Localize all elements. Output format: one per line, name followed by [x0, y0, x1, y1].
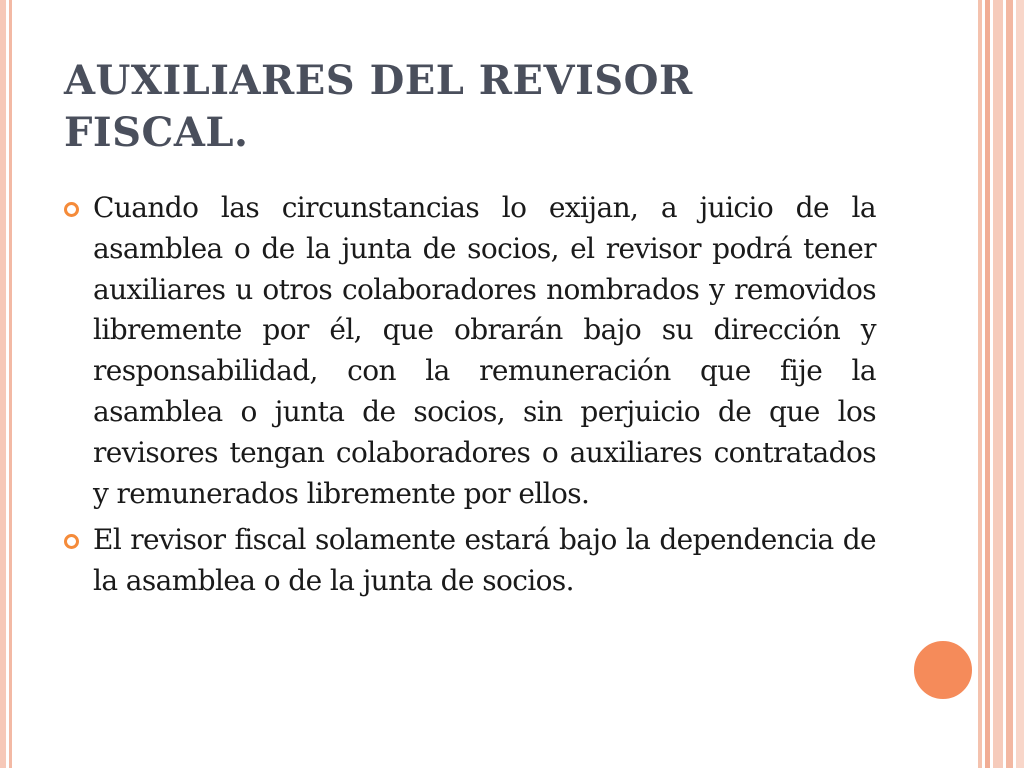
slide-title: AUXILIARES DEL REVISOR FISCAL.: [64, 57, 693, 156]
bullet-list: [62, 188, 876, 608]
bullet-item: [62, 188, 876, 514]
left-border-decoration: [0, 0, 6, 768]
decorative-circle: [912, 639, 974, 701]
circle-bullet-icon: [64, 202, 79, 217]
right-stripe-decoration: [1016, 0, 1024, 768]
right-stripe-decoration: [993, 0, 1003, 768]
circle-bullet-icon: [64, 534, 79, 549]
left-border-line: [9, 0, 12, 768]
bullet-text: El revisor fiscal solamente estará bajo la dependencia de la asamblea o de la junta de socios.: [93, 523, 876, 598]
right-stripe-decoration: [985, 0, 990, 768]
bullet-text: Cuando las circunstancias lo exijan, a juicio de la asamblea o de la junta de socios, el revisor podrá tener auxiliares u otros colaboradores nombrados y removidos libremente por él, que obrarán bajo su dirección y responsabilidad, con la remuneración que fije la asamblea o junta de socios, sin perjuicio de que los revisores tengan colaboradores o auxiliares contratados y remunerados libremente por ellos.: [93, 191, 876, 510]
right-stripe-decoration: [1006, 0, 1013, 768]
bullet-item: [62, 520, 876, 602]
right-stripe-decoration: [978, 0, 982, 768]
